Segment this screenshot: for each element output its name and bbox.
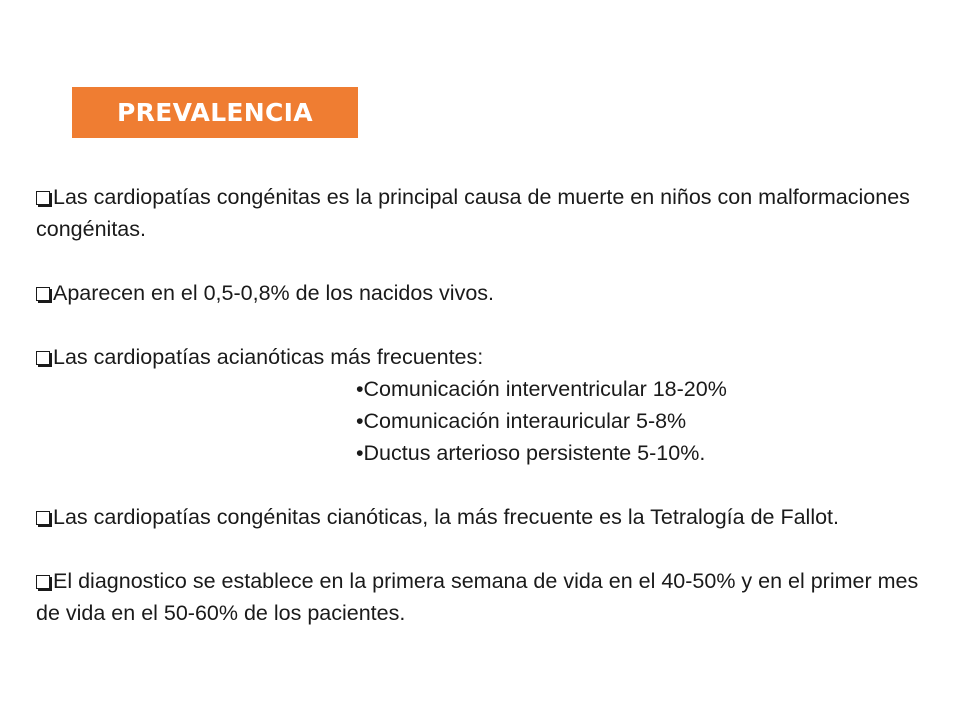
list-item <box>356 373 936 405</box>
list-item <box>356 437 936 469</box>
paragraph-text: El diagnostico se establece en la primera semana de vida en el 40-50% y en el primer mes de vida en el 50-60% de los pacientes. <box>36 569 919 625</box>
checkbox-square-icon <box>36 287 50 301</box>
paragraph-3 <box>36 341 936 373</box>
acyanotic-list <box>36 373 936 469</box>
paragraph-text: Las cardiopatías acianóticas más frecuentes: <box>53 345 484 369</box>
bullet-dot-icon: • <box>356 409 364 433</box>
paragraph-1 <box>36 181 936 245</box>
title-box <box>72 87 358 138</box>
bullet-dot-icon: • <box>356 377 364 401</box>
spacer <box>36 469 936 501</box>
checkbox-square-icon <box>36 511 50 525</box>
checkbox-square-icon <box>36 191 50 205</box>
checkbox-square-icon <box>36 575 50 589</box>
spacer <box>36 245 936 277</box>
paragraph-4 <box>36 501 936 533</box>
slide-content <box>36 181 936 629</box>
spacer <box>36 309 936 341</box>
paragraph-5 <box>36 565 936 629</box>
list-item <box>356 405 936 437</box>
paragraph-text: Aparecen en el 0,5-0,8% de los nacidos vivos. <box>53 281 495 305</box>
list-item-text: Comunicación interauricular 5-8% <box>363 409 687 433</box>
slide-title: PREVALENCIA <box>117 98 313 127</box>
list-item-text: Ductus arterioso persistente 5-10%. <box>363 441 706 465</box>
spacer <box>36 533 936 565</box>
paragraph-text: Las cardiopatías congénitas cianóticas, la más frecuente es la Tetralogía de Fallot. <box>53 505 839 529</box>
paragraph-2 <box>36 277 936 309</box>
paragraph-text: Las cardiopatías congénitas es la principal causa de muerte en niños con malformaciones congénitas. <box>36 185 910 241</box>
list-item-text: Comunicación interventricular 18-20% <box>363 377 727 401</box>
checkbox-square-icon <box>36 351 50 365</box>
bullet-dot-icon: • <box>356 441 364 465</box>
